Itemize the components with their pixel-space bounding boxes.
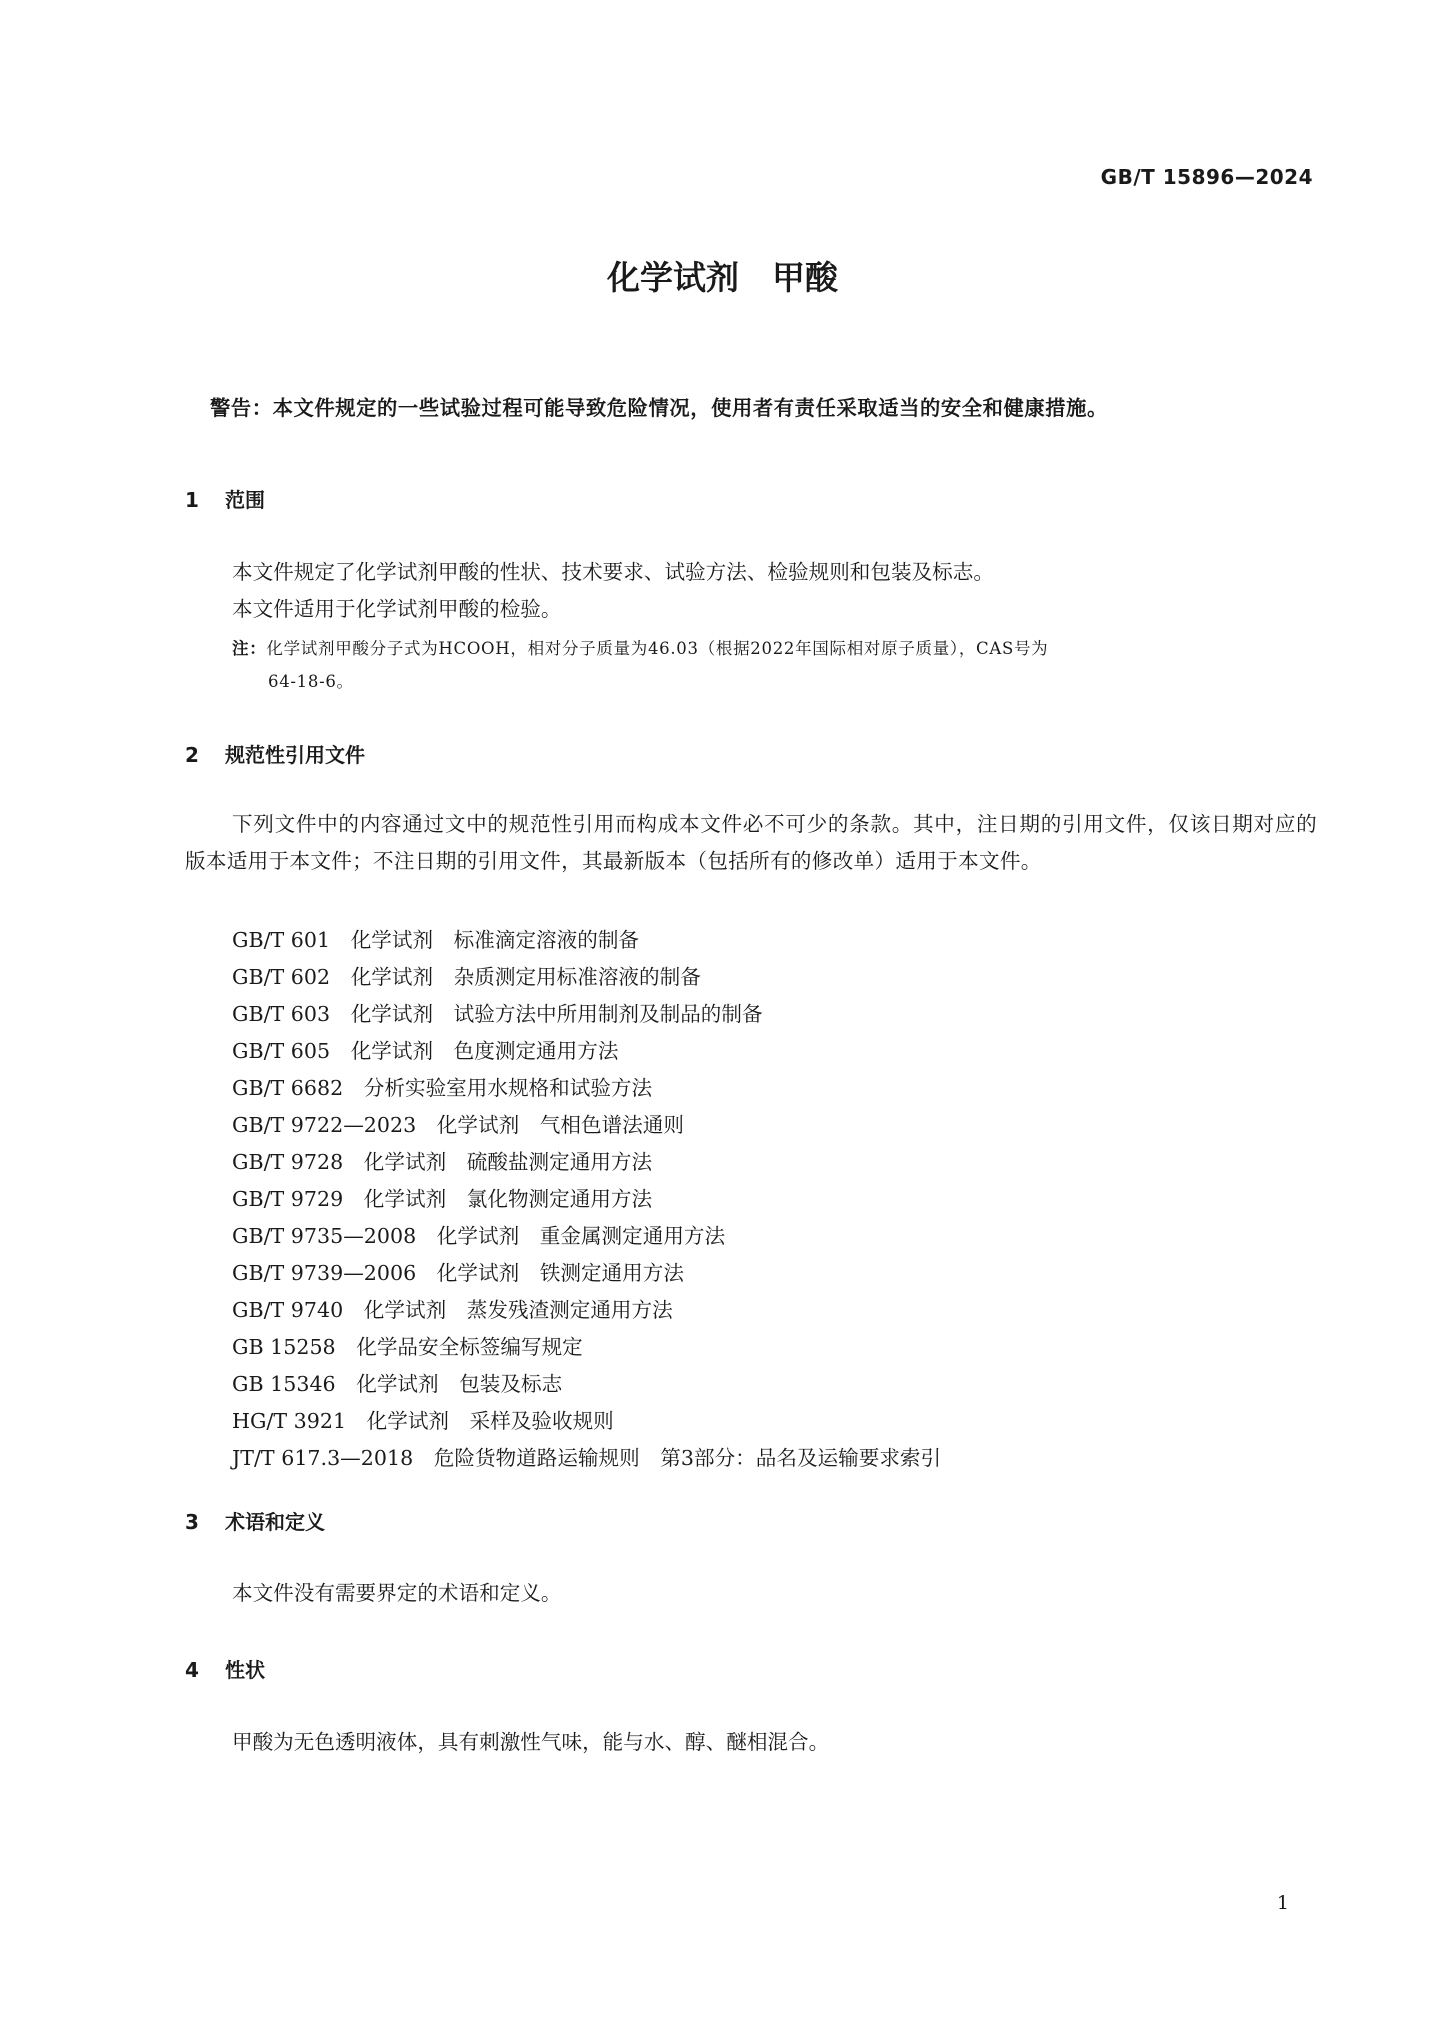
section-title: 术语和定义 bbox=[225, 1510, 325, 1534]
reference-item: GB/T 603 化学试剂 试验方法中所用制剂及制品的制备 bbox=[232, 1002, 763, 1026]
section-3-heading bbox=[185, 1506, 325, 1535]
paragraph: 本文件适用于化学试剂甲酸的检验。 bbox=[232, 597, 562, 621]
note-continuation: 64-18-6。 bbox=[268, 672, 354, 691]
reference-item: GB/T 9735—2008 化学试剂 重金属测定通用方法 bbox=[232, 1224, 726, 1248]
section-1-heading bbox=[185, 484, 265, 513]
section-title: 性状 bbox=[225, 1658, 265, 1682]
section-title: 范围 bbox=[225, 488, 265, 512]
reference-item: GB/T 6682 分析实验室用水规格和试验方法 bbox=[232, 1076, 653, 1100]
intro-paragraph: 下列文件中的内容通过文中的规范性引用而构成本文件必不可少的条款。其中，注日期的引用文件，仅该日期对应的版本适用于本文件；不注日期的引用文件，其最新版本（包括所有的修改单）适用于本文件。 bbox=[185, 812, 1317, 873]
reference-item: HG/T 3921 化学试剂 采样及验收规则 bbox=[232, 1409, 614, 1433]
paragraph: 本文件没有需要界定的术语和定义。 bbox=[232, 1581, 562, 1605]
section-title: 规范性引用文件 bbox=[225, 743, 365, 767]
section-number: 3 bbox=[185, 1510, 199, 1534]
section-number: 1 bbox=[185, 488, 199, 512]
reference-item: GB/T 9739—2006 化学试剂 铁测定通用方法 bbox=[232, 1261, 684, 1285]
note-label: 注： bbox=[232, 639, 267, 658]
note-text: 化学试剂甲酸分子式为HCOOH，相对分子质量为46.03（根据2022年国际相对原子质量），CAS号为 bbox=[266, 639, 1049, 658]
reference-item: GB/T 601 化学试剂 标准滴定溶液的制备 bbox=[232, 928, 640, 952]
reference-item: GB/T 605 化学试剂 色度测定通用方法 bbox=[232, 1039, 619, 1063]
section-number: 2 bbox=[185, 743, 199, 767]
safety-warning: 警告：本文件规定的一些试验过程可能导致危险情况，使用者有责任采取适当的安全和健康措施。 bbox=[210, 396, 1108, 420]
reference-item: JT/T 617.3—2018 危险货物道路运输规则 第3部分：品名及运输要求索引 bbox=[232, 1446, 942, 1470]
note bbox=[232, 635, 1048, 659]
reference-item: GB/T 9729 化学试剂 氯化物测定通用方法 bbox=[232, 1187, 653, 1211]
paragraph: 甲酸为无色透明液体，具有刺激性气味，能与水、醇、醚相混合。 bbox=[232, 1730, 830, 1754]
page-number: 1 bbox=[1276, 1892, 1289, 1914]
reference-item: GB 15346 化学试剂 包装及标志 bbox=[232, 1372, 563, 1396]
section-number: 4 bbox=[185, 1658, 199, 1682]
standard-code: GB/T 15896—2024 bbox=[1100, 165, 1313, 189]
document-title: 化学试剂 甲酸 bbox=[607, 258, 838, 297]
section-4-heading bbox=[185, 1654, 265, 1683]
reference-item: GB/T 9728 化学试剂 硫酸盐测定通用方法 bbox=[232, 1150, 653, 1174]
section-2-heading bbox=[185, 739, 365, 768]
paragraph: 本文件规定了化学试剂甲酸的性状、技术要求、试验方法、检验规则和包装及标志。 bbox=[232, 560, 994, 584]
reference-item: GB/T 9722—2023 化学试剂 气相色谱法通则 bbox=[232, 1113, 684, 1137]
reference-item: GB/T 9740 化学试剂 蒸发残渣测定通用方法 bbox=[232, 1298, 673, 1322]
reference-item: GB/T 602 化学试剂 杂质测定用标准溶液的制备 bbox=[232, 965, 701, 989]
reference-item: GB 15258 化学品安全标签编写规定 bbox=[232, 1335, 583, 1359]
